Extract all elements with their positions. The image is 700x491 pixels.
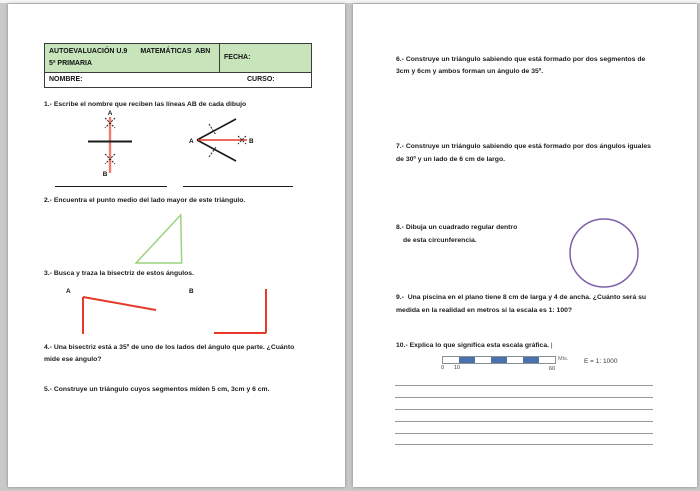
fecha-label: FECHA: <box>224 54 251 61</box>
page-2[interactable] <box>353 4 697 487</box>
header-table <box>44 43 312 88</box>
question-5: 5.- Construye un triángulo cuyos segmentos miden 5 cm, 3cm y 6 cm. <box>44 386 270 393</box>
scale-tick-0: 0 <box>441 365 445 371</box>
exam-title: AUTOEVALUACIÓN U.9 <box>49 48 128 55</box>
fig2-ray-lower <box>197 140 236 161</box>
question-1: 1.- Escribe el nombre que reciben las líneas AB de cada dibujo <box>44 101 247 108</box>
text-caret: | <box>550 342 553 349</box>
question-9-line-1: 9.- Una piscina en el plano tiene 8 cm de larga y 4 de ancha. ¿Cuánto será su <box>396 294 647 301</box>
fig1-label-b: B <box>102 171 108 178</box>
question-6-line-1: 6.- Construye un triángulo sabiendo que está formado por dos segmentos de <box>396 56 646 63</box>
answer-ruled-line <box>395 421 653 422</box>
nombre-label: NOMBRE: <box>49 76 83 83</box>
question-2: 2.- Encuentra el punto medio del lado mayor de este triángulo. <box>44 197 246 204</box>
scale-tick-10: 10 <box>454 365 461 371</box>
question-7-line-1: 7.- Construye un triángulo sabiendo que está formado por dos ángulos iguales <box>396 143 651 150</box>
header-row-title <box>45 44 311 72</box>
question-4-line-2: mide ese ángulo? <box>44 356 102 363</box>
answer-ruled-line <box>395 444 653 445</box>
scale-segment <box>443 357 459 363</box>
header-fecha-cell <box>220 44 311 72</box>
page-1[interactable] <box>8 4 345 487</box>
question-8-line-1: 8.- Dibuja un cuadrado regular dentro <box>396 224 518 231</box>
circle-shape <box>570 219 638 287</box>
scale-tick-60: 60 <box>549 366 556 372</box>
answer-line-fig1 <box>55 186 167 187</box>
fig1-label-a: A <box>107 110 113 117</box>
scale-segment <box>539 357 555 363</box>
figure-angle-bisector <box>185 115 257 171</box>
header-title-cell <box>45 44 220 72</box>
angle-a-label: A <box>66 288 71 295</box>
question-7-line-2: de 30º y un lado de 6 cm de largo. <box>396 156 505 163</box>
curso-label: CURSO: <box>247 76 275 83</box>
answer-line-fig2 <box>183 186 293 187</box>
question-10 <box>396 342 553 349</box>
fig2-label-b: B <box>249 138 254 145</box>
triangle-figure <box>134 212 188 270</box>
scale-segment <box>491 357 507 363</box>
scale-segment <box>523 357 539 363</box>
graphic-scale-bar <box>442 356 556 364</box>
circle-figure <box>568 217 640 289</box>
scale-segment <box>459 357 475 363</box>
question-4-line-1: 4.- Una bisectriz está a 35º de uno de los lados del ángulo que parte. ¿Cuánto <box>44 344 295 351</box>
scale-segment <box>507 357 523 363</box>
question-10-text: 10.- Explica lo que significa esta escala gráfica. <box>396 342 549 349</box>
angle-b-figure <box>185 284 283 340</box>
scale-ratio-label: E = 1: 1000 <box>584 358 618 365</box>
answer-ruled-line <box>395 433 653 434</box>
top-strip <box>0 0 700 3</box>
scale-segment <box>475 357 491 363</box>
exam-grade: 5ª PRIMARIA <box>49 60 93 67</box>
fig2-ray-upper <box>197 119 236 140</box>
answer-ruled-line <box>395 385 653 386</box>
answer-ruled-line <box>395 409 653 410</box>
question-6-line-2: 3cm y 6cm y ambos forman un ángulo de 35º. <box>396 68 544 75</box>
angle-a-figure <box>60 284 165 340</box>
angle-b-label: B <box>189 288 194 295</box>
question-8-line-2: de esta circunferencia. <box>403 237 477 244</box>
question-9-line-2: medida en la realidad en metros si la escala es 1: 100? <box>396 307 573 314</box>
question-3: 3.- Busca y traza la bisectriz de estos ángulos. <box>44 270 194 277</box>
angle-a-side-slanted <box>83 297 156 310</box>
header-row-nombre <box>45 72 311 87</box>
fig2-label-a: A <box>189 138 194 145</box>
exam-subject: MATEMÁTICAS ABN <box>140 48 211 55</box>
figure-perpendicular-bisector <box>80 106 140 182</box>
scale-unit-label: Mts. <box>558 356 569 362</box>
triangle-shape <box>136 215 182 263</box>
answer-ruled-line <box>395 397 653 398</box>
